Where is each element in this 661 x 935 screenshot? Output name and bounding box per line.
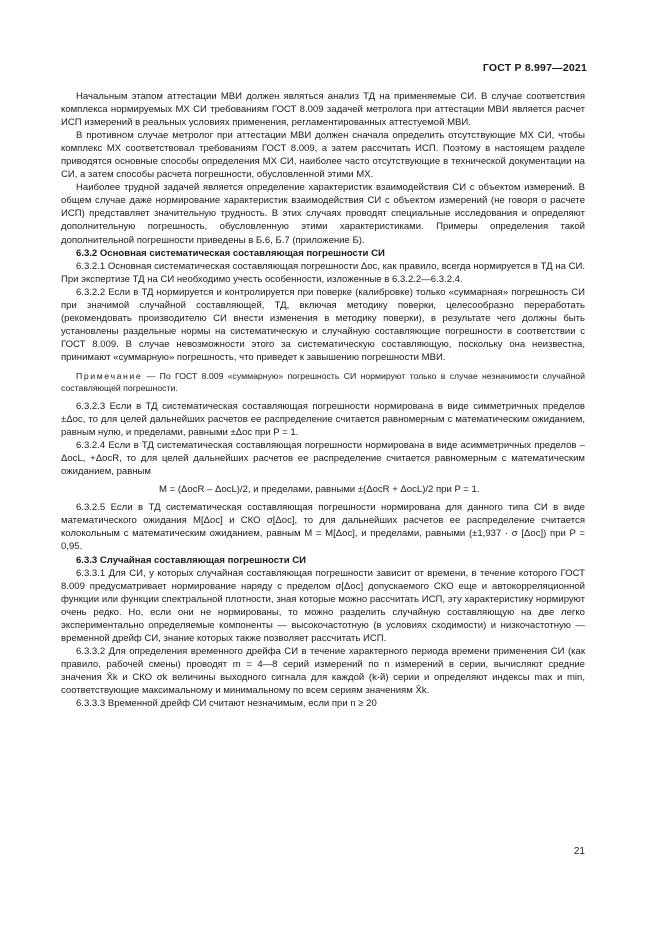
paragraph: В противном случае метролог при аттестации МВИ должен сначала определить отсутствующие МХ СИ, чтобы комплекс МХ соответствовал требованиям ГОСТ 8.009, а затем рассчитать ИСП. Поэтому в настоящем разделе приводятся основные способы определения МХ СИ, наиболее часто отсутствующие в технической документации на СИ, а затем способы расчета погрешности, обусловленной этими МХ.	[61, 130, 585, 181]
paragraph: 6.3.3.3 Временной дрейф СИ считают незначимым, если при n ≥ 20	[76, 698, 377, 710]
paragraph: 6.3.2.1 Основная систематическая составляющая погрешности Δос, как правило, всегда нормируется в ТД на СИ. При экспертизе ТД на СИ необходимо учесть особенности, изложенные в 6.3.2.2—6.3.2.4.	[61, 260, 585, 285]
paragraph: 6.3.2.4 Если в ТД систематическая составляющая погрешности нормирована в виде асимметричных пределов –ΔocL, +ΔocR, то для целей дальнейших расчетов ее распределение считается равномерным с математическим ожиданием, равным	[61, 440, 585, 478]
paragraph: 6.3.3.2 Для определения временного дрейфа СИ в течение характерного периода времени применения СИ (как правило, рабочей смены) проводят m = 4—8 серий измерений по n измерений в серии, вычисляют средние значения X̄k и СКО σk величины выходного сигнала для каждой (k-й) серии и определяют индексы max и min, соответствующие максимальному и минимальному по всем сериям значениям X̄k.	[61, 645, 585, 696]
note-label: Примечание	[76, 370, 143, 381]
paragraph: 6.3.2.2 Если в ТД нормируется и контролируется при поверке (калибровке) только «суммарная» погрешность СИ при значимой случайной составляющей, ТД, включая методику поверки, целесообразно переработать (рекомендовать производителю СИ внести изменения в методику поверки), в результате чего должны быть установлены раздельные нормы на систематическую и случайную составляющие погрешности в соответствии с ГОСТ 8.009. В случае невозможности этого за систематическую составляющую, поскольку она неизвестна, принимают «суммарную» погрешность, что приведет к завышению погрешности МВИ.	[61, 286, 585, 363]
paragraph: 6.3.2.5 Если в ТД систематическая составляющая погрешности нормирована для данного типа СИ в виде математического ожидания M[Δос] и СКО σ[Δос], то для дальнейших расчетов ее распределение считается колокольным с математическим ожиданием, равным M = M[Δос], и пределами, равными (±1,937 · σ [Δос]) при P = 0,95.	[61, 502, 585, 553]
formula: M = (ΔocR – ΔocL)/2, и пределами, равными ±(ΔocR + ΔocL)/2 при P = 1.	[159, 484, 480, 496]
document-code-header: ГОСТ Р 8.997—2021	[482, 62, 587, 74]
note	[61, 370, 585, 394]
page-number: 21	[573, 846, 585, 857]
paragraph: Наиболее трудной задачей является определение характеристик взаимодействия СИ с объектом измерений. В общем случае даже нормирование характеристик взаимодействия СИ с объектом измерений (не говоря о расчете ИСП) представляет значительную трудность. В этих случаях проводят специальные исследования и определяют дополнительную погрешность, обусловленную этими характеристиками. Примеры определения такой дополнительной погрешности приведены в Б.6, Б.7 (приложение Б).	[61, 182, 585, 246]
paragraph: 6.3.2.3 Если в ТД систематическая составляющая погрешности нормирована в виде симметричных пределов ±Δос, то для целей дальнейших расчетов ее распределение считается равномерным с математическим ожиданием, равным нулю, и пределами, равными ±Δос при P = 1.	[61, 400, 585, 439]
section-heading-6-3-3: 6.3.3 Случайная составляющая погрешности СИ	[76, 554, 307, 566]
section-heading-6-3-2: 6.3.2 Основная систематическая составляющая погрешности СИ	[76, 247, 385, 259]
paragraph: Начальным этапом аттестации МВИ должен являться анализ ТД на применяемые СИ. В случае соответствия комплекса нормируемых МХ СИ требованиям ГОСТ 8.009 задачей метролога при аттестации МВИ является расчет ИСП измерений в реальных условиях применения, регламентированных аттестуемой МВИ.	[61, 91, 585, 129]
note-text: — По ГОСТ 8.009 «суммарную» погрешность СИ нормируют только в случае незначимости случайной составляющей погрешности.	[61, 370, 585, 393]
document-body	[61, 90, 585, 710]
paragraph: 6.3.3.1 Для СИ, у которых случайная составляющая погрешности зависит от времени, в течение которого ГОСТ 8.009 предусматривает нормирование наряду с пределом σ[Δос] допускаемого СКО еще и автокорреляционной функции или функции спектральной плотности, зная которые можно рассчитать ИСП, эту характеристику нормируют очень редко. Но, если они не нормированы, то можно разделить случайную составляющую на две легко экспериментально определяемые компоненты — высокочастотную (в условиях сходимости) и низкочастотную — временной дрейф СИ, знание которых также позволяет рассчитать ИСП.	[61, 567, 585, 644]
